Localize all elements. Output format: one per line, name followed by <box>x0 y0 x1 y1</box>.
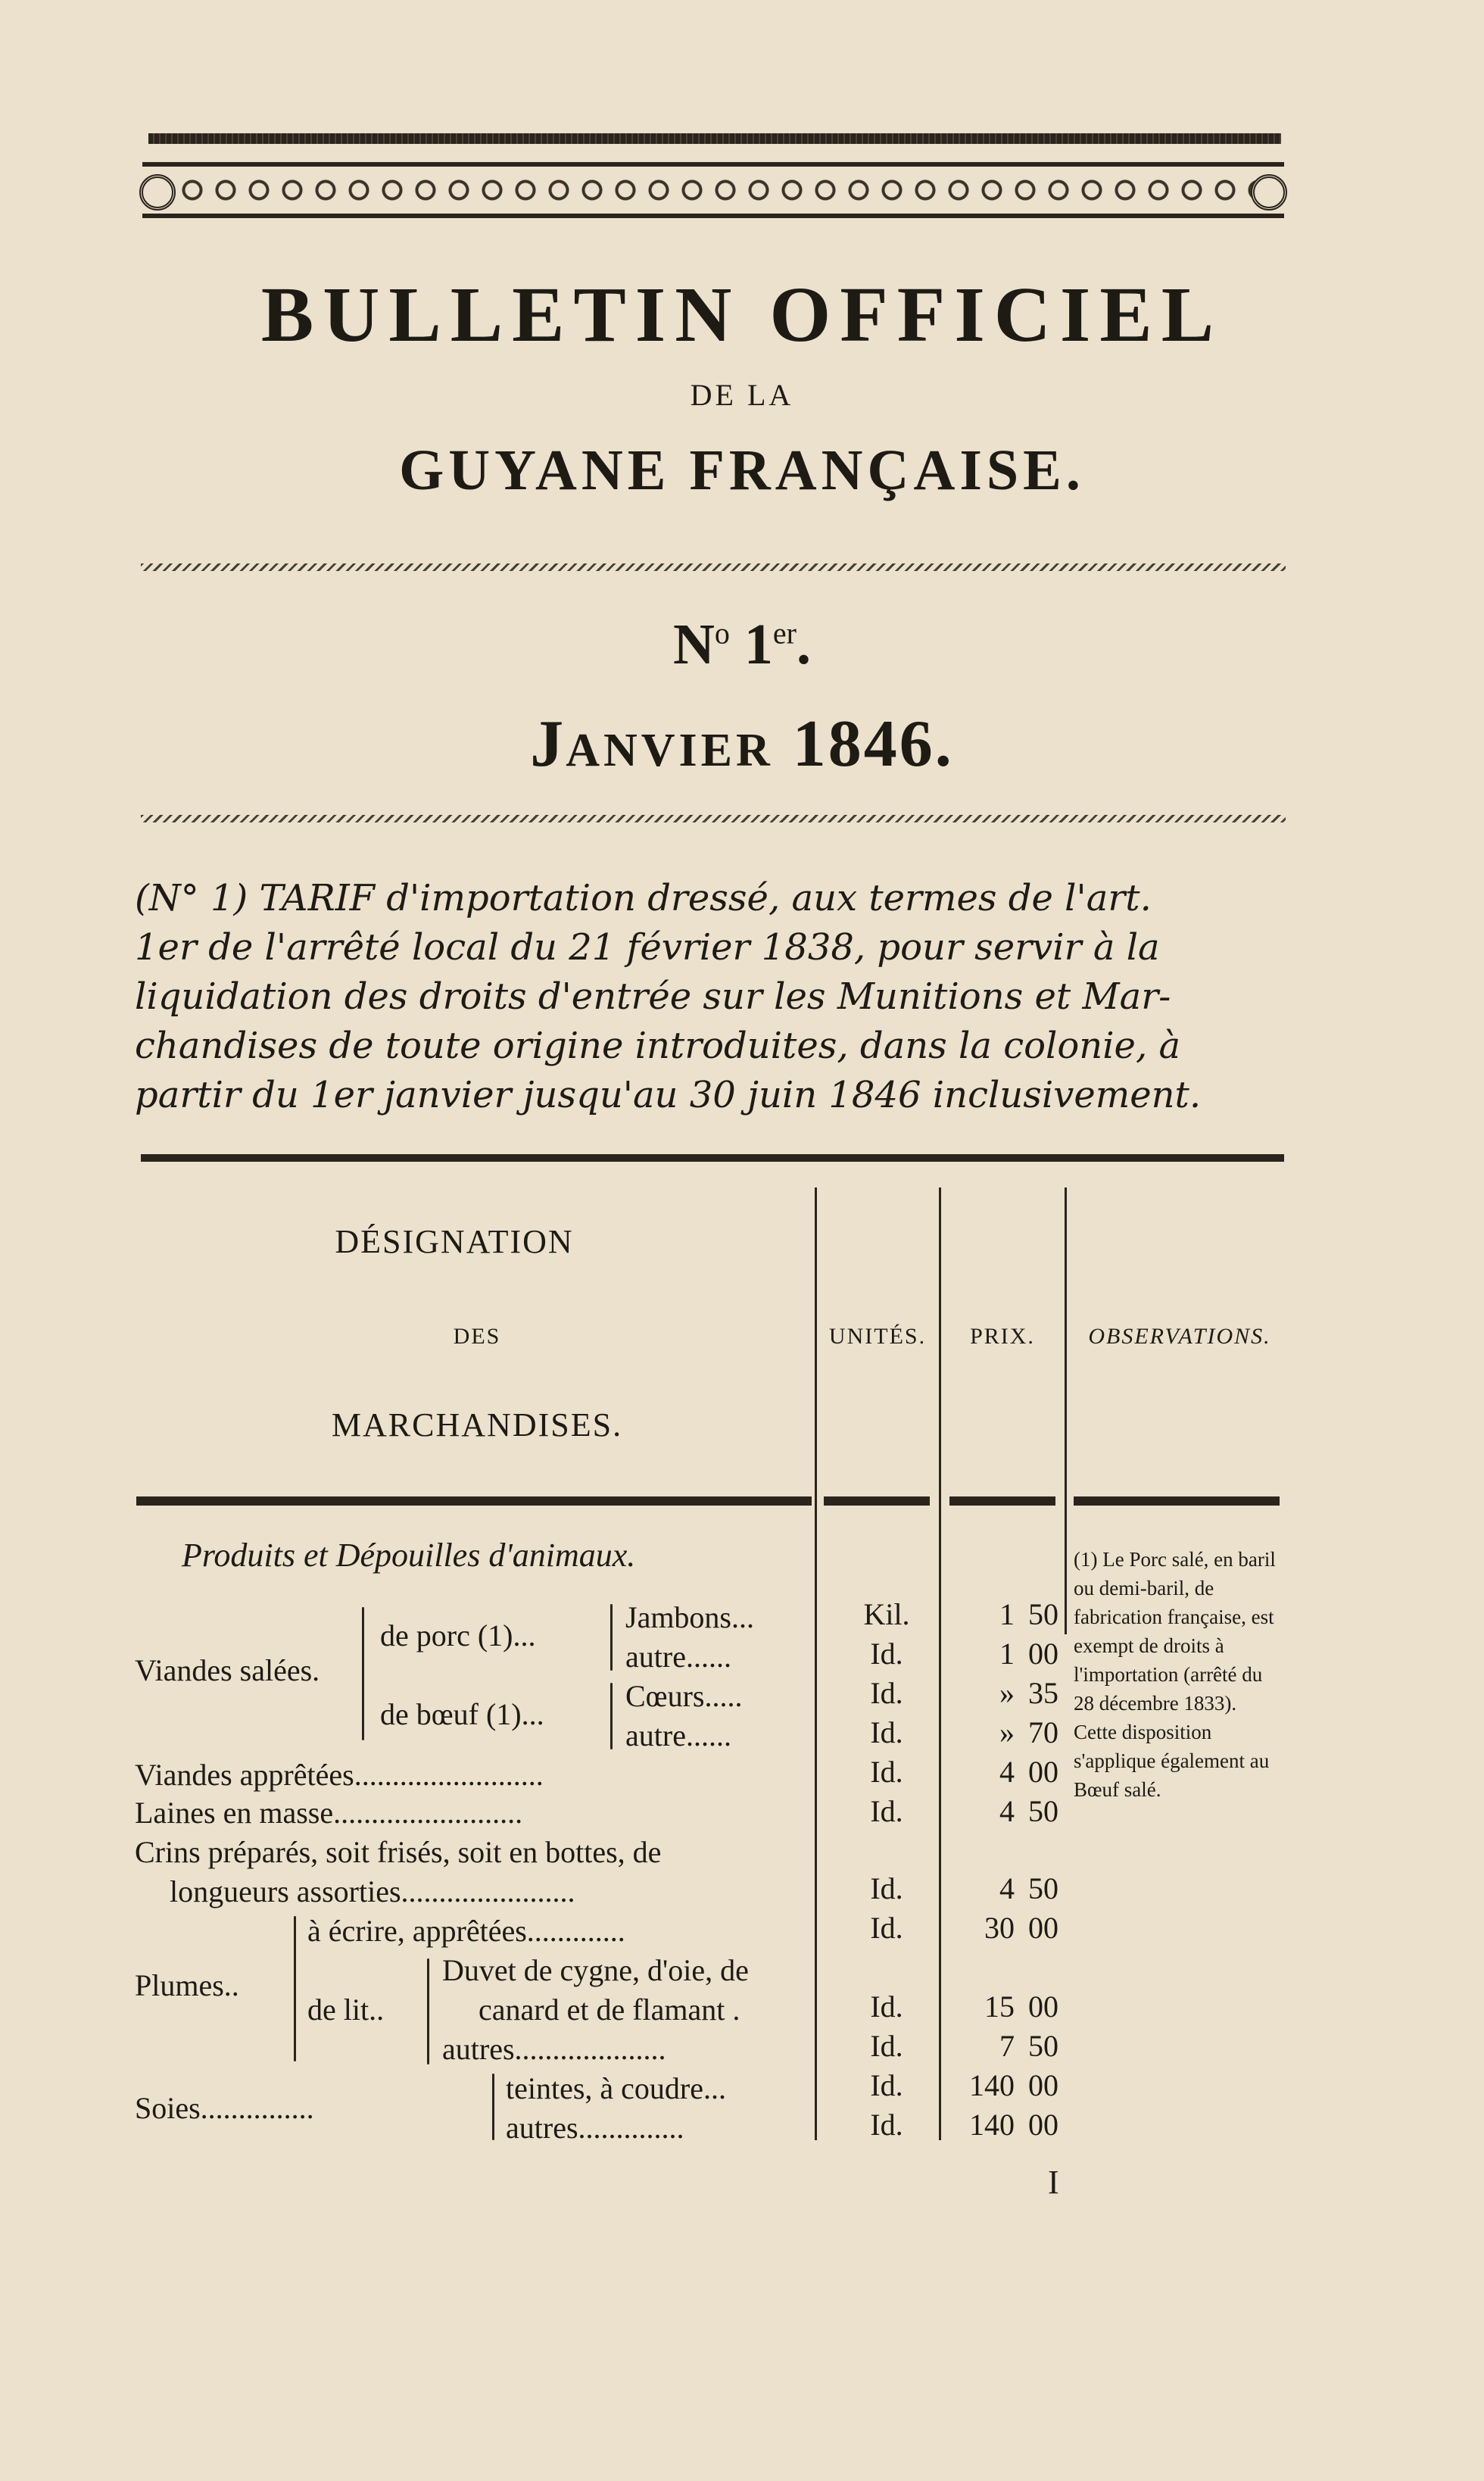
unit-cell: Id. <box>870 1989 903 2024</box>
label-de-boeuf: de bœuf (1)... <box>380 1697 544 1731</box>
header-rule-designation <box>136 1496 812 1506</box>
ornament-rosette-right <box>1251 174 1287 211</box>
wavy-rule-2 <box>141 815 1286 822</box>
header-rule-observations <box>1074 1496 1280 1506</box>
section-title: Produits et Dépouilles d'animaux. <box>182 1537 636 1574</box>
unit-cell: Id. <box>870 1911 903 1945</box>
label-jambons: Jambons... <box>625 1600 754 1634</box>
ornamental-border <box>142 162 1284 218</box>
ornament-rosette-left <box>139 174 176 211</box>
label-duvet-cont: canard et de flamant . <box>479 1993 740 2027</box>
brace-viandes <box>362 1607 364 1740</box>
header-unites: UNITÉS. <box>828 1324 927 1349</box>
intro-line: chandises de toute origine introduites, dans la colonie, à <box>135 1025 1181 1067</box>
label-crins: Crins préparés, soit frisés, soit en bottes, de <box>135 1835 662 1869</box>
label-laines: Laines en masse......................... <box>135 1796 523 1830</box>
label-crins-cont: longueurs assorties....................... <box>170 1874 575 1908</box>
unit-cell: Id. <box>870 1715 903 1749</box>
brace-de-lit <box>427 1958 429 2064</box>
masthead-colony: GUYANE FRANÇAISE. <box>399 438 1085 502</box>
brace-plumes <box>294 1916 296 2061</box>
header-des: DES <box>453 1324 501 1349</box>
intro-line: (N° 1) TARIF d'importation dressé, aux termes de l'art. <box>135 877 1152 919</box>
unit-cell: Kil. <box>863 1597 910 1631</box>
unit-cell: Id. <box>870 2108 903 2142</box>
intro-line: partir du 1er janvier jusqu'au 30 juin 1846 inclusivement. <box>135 1074 1202 1116</box>
document-page: BULLETIN OFFICIEL DE LA GUYANE FRANÇAISE. $N^o$ 1er. JANVIER 1846. (N° 1) TARIF d'importation dressé, aux termes de l'art. 1er de l'arrêté local du 21 février 1838, pour servir à la liquidation des droits d'entrée sur les Munitions et Mar- chandises de toute origine introduites, dans la colonie, à partir du 1er janvier jusqu'au 30 juin 1846 inclusivement. DÉSIGNATION DES MARCHANDISES. UNITÉS. PRIX. OBSERVATIONS. Produits et Dépouilles d'animaux. Viandes salées. de porc (1)... de bœuf (1)... Jambons... autre...... Cœurs..... autre...... Viandes apprêtées......................... Laines en masse......................... Crins préparés, soit frisés, soit en bottes, de longueurs assorties....................... Plumes.. à écrire, apprêtées............. de lit.. Duvet de cygne, d'oie, de canard et de flamant . autres.................... Soies............... teintes, à coudre... autres.............. Kil. Id. Id. Id. Id. Id. Id. Id. Id. Id. Id. Id. 1 50 1 00 » 35 » 70 4 00 4 50 4 50 30 00 15 00 7 50 140 00 140 00 (1) Le Porc salé, en baril ou demi-baril, de fabrication française, est exempt de droits à l'importation (arrêté du 28 décembre 1833). Cette disposition s'applique également au Bœuf salé. I <box>0 0 1484 2481</box>
intro-line: 1er de l'arrêté local du 21 février 1838, pour servir à la <box>135 926 1160 969</box>
label-autre: autre...... <box>625 1640 731 1674</box>
brace-boeuf <box>610 1683 613 1749</box>
unit-cell: Id. <box>870 2029 903 2063</box>
table-top-rule <box>141 1154 1284 1162</box>
issue-date: JANVIER 1846. <box>530 707 954 781</box>
label-a-ecrire: à écrire, apprêtées............. <box>307 1914 625 1948</box>
header-marchandises: MARCHANDISES. <box>331 1406 623 1443</box>
label-duvet: Duvet de cygne, d'oie, de <box>442 1953 749 1987</box>
label-soies: Soies............... <box>135 2091 314 2125</box>
label-de-lit: de lit.. <box>307 1993 385 2027</box>
label-viandes-appretees: Viandes apprêtées......................... <box>135 1758 544 1792</box>
masthead-subtitle: DE LA <box>690 378 794 412</box>
unit-cell: Id. <box>870 1871 903 1905</box>
header-rule-prix <box>949 1496 1055 1506</box>
tariff-intro <box>135 874 1283 1120</box>
label-de-porc: de porc (1)... <box>380 1618 536 1652</box>
page-number: I <box>1048 2164 1059 2201</box>
label-autres-plumes: autres.................... <box>442 2032 666 2066</box>
label-teintes: teintes, à coudre... <box>506 2071 726 2105</box>
col-divider-3 <box>1065 1187 1067 1634</box>
col-divider-1 <box>815 1187 817 2140</box>
label-autres-soies: autres.............. <box>506 2111 684 2145</box>
unit-cell: Id. <box>870 2068 903 2102</box>
wavy-rule-1 <box>141 563 1286 571</box>
unit-cell: Id. <box>870 1676 903 1710</box>
observation-note: (1) Le Porc salé, en baril ou demi-baril, de fabrication française, est exempt de droits à l'importation (arrêté du 28 décembre 1833). Cette disposition s'applique également au Bœuf salé. <box>1074 1548 1276 1801</box>
unit-cell: Id. <box>870 1755 903 1789</box>
unit-cell: Id. <box>870 1637 903 1671</box>
intro-line: liquidation des droits d'entrée sur les Munitions et Mar- <box>135 975 1171 1018</box>
header-rule-units <box>824 1496 930 1506</box>
masthead-title: BULLETIN OFFICIEL <box>260 271 1224 358</box>
label-viandes-salees: Viandes salées. <box>135 1653 320 1687</box>
label-autre: autre...... <box>625 1718 731 1752</box>
header-observations: OBSERVATIONS. <box>1088 1324 1271 1349</box>
label-coeurs: Cœurs..... <box>625 1679 743 1713</box>
label-plumes: Plumes.. <box>135 1968 239 2002</box>
unit-cell: Id. <box>870 1794 903 1828</box>
header-prix: PRIX. <box>970 1324 1035 1349</box>
issue-number: $N^o$ 1er. <box>673 613 811 676</box>
brace-soies <box>492 2074 494 2140</box>
brace-porc <box>610 1604 613 1671</box>
header-designation: DÉSIGNATION <box>335 1223 574 1260</box>
top-rule <box>148 133 1281 144</box>
